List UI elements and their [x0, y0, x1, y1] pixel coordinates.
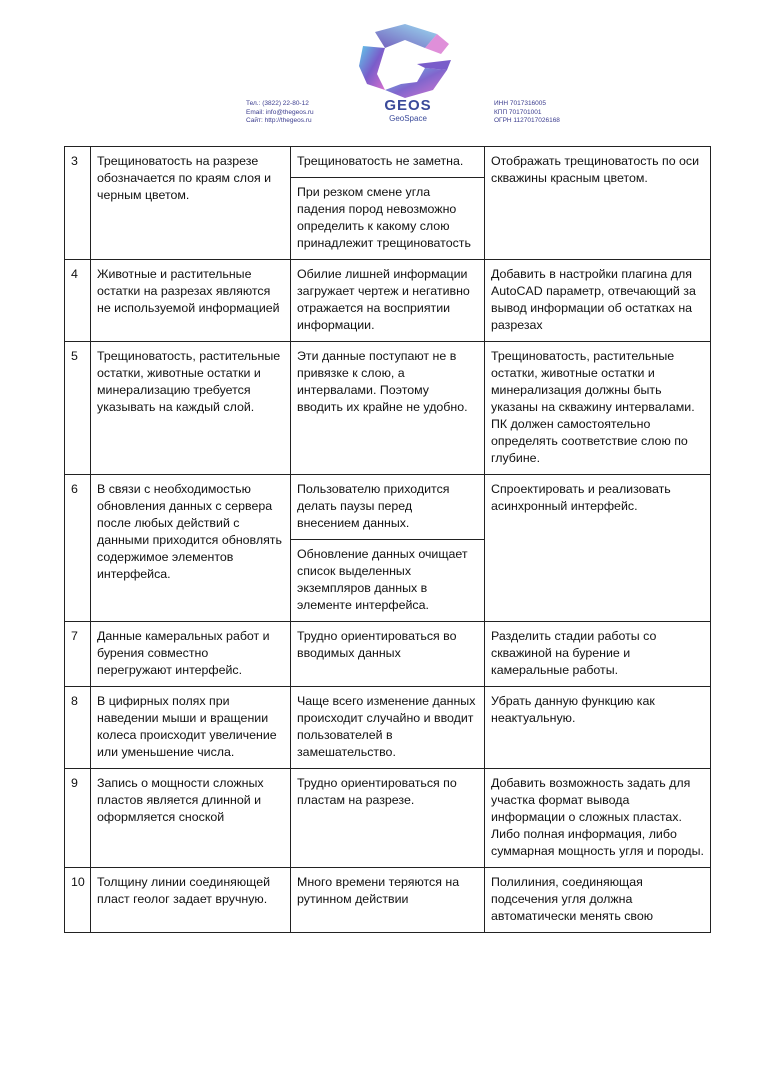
brand-subtitle: GeoSpace [389, 114, 427, 123]
row-number: 3 [65, 147, 91, 260]
phone: Тел.: (3822) 22-80-12 [246, 100, 309, 107]
solution-cell: Спроектировать и реализовать асинхронный интерфейс. [485, 475, 711, 622]
solution-cell: Добавить в настройки плагина для AutoCAD параметр, отвечающий за вывод информации об остатках на разрезах [485, 260, 711, 342]
reason-cell: Много времени теряются на рутинном действии [291, 868, 485, 933]
row-number: 4 [65, 260, 91, 342]
reason-cell: Обновление данных очищает список выделенных экземпляров данных в элементе интерфейса. [291, 540, 485, 622]
reason-cell: При резком смене угла падения пород невозможно определить к какому слою принадлежит трещиноватость [291, 178, 485, 260]
solution-cell: Убрать данную функцию как неактуальную. [485, 687, 711, 769]
issues-table [64, 146, 711, 933]
table-row [65, 868, 711, 933]
solution-cell: Добавить возможность задать для участка формат вывода информации о сложных пластах. Либо полная информация, либо суммарная мощность угля и породы. [485, 769, 711, 868]
problem-cell: Данные камеральных работ и бурения совместно перегружают интерфейс. [91, 622, 291, 687]
row-number: 5 [65, 342, 91, 475]
row-number: 10 [65, 868, 91, 933]
table-row [65, 260, 711, 342]
website: Сайт: http://thegeos.ru [246, 117, 312, 124]
problem-cell: Трещиноватость на разрезе обозначается по краям слоя и черным цветом. [91, 147, 291, 260]
reason-cell: Обилие лишней информации загружает чертеж и негативно отражается на восприятии информации. [291, 260, 485, 342]
reason-cell: Трудно ориентироваться во вводимых данных [291, 622, 485, 687]
row-number: 9 [65, 769, 91, 868]
solution-cell: Трещиноватость, растительные остатки, животные остатки и минерализация должны быть указаны на скважину интервалами. ПК должен самостоятельно определять соответствие слою по глубине. [485, 342, 711, 475]
row-number: 6 [65, 475, 91, 622]
problem-cell: В связи с необходимостью обновления данных с сервера после любых действий с данными приходится обновлять содержимое элементов интерфейса. [91, 475, 291, 622]
table-row [65, 687, 711, 769]
email: Email: info@thegeos.ru [246, 108, 314, 116]
problem-cell: Толщину линии соединяющей пласт геолог задает вручную. [91, 868, 291, 933]
letterhead [0, 0, 764, 140]
reason-cell: Чаще всего изменение данных происходит случайно и вводит пользователей в замешательство. [291, 687, 485, 769]
table-row [65, 475, 711, 540]
table-row [65, 147, 711, 178]
contact-info [246, 100, 314, 126]
solution-cell: Полилиния, соединяющая подсечения угля должна автоматически менять свою [485, 868, 711, 933]
reason-cell: Эти данные поступают не в привязке к слою, а интервалами. Поэтому вводить их крайне не удобно. [291, 342, 485, 475]
ogrn: ОГРН 1127017026168 [494, 117, 560, 124]
inn: ИНН 7017316005 [494, 100, 547, 107]
solution-cell: Разделить стадии работы со скважиной на бурение и камеральные работы. [485, 622, 711, 687]
reason-cell: Трудно ориентироваться по пластам на разрезе. [291, 769, 485, 868]
kpp: КПП 701701001 [494, 108, 542, 116]
problem-cell: Трещиноватость, растительные остатки, животные остатки и минерализацию требуется указывать на каждый слой. [91, 342, 291, 475]
table-row [65, 769, 711, 868]
problem-cell: Запись о мощности сложных пластов является длинной и оформляется сноской [91, 769, 291, 868]
solution-cell: Отображать трещиноватость по оси скважины красным цветом. [485, 147, 711, 260]
row-number: 8 [65, 687, 91, 769]
table-row [65, 342, 711, 475]
reason-cell: Пользователю приходится делать паузы перед внесением данных. [291, 475, 485, 540]
problem-cell: В цифирных полях при наведении мыши и вращении колеса происходит увеличение или уменьшение числа. [91, 687, 291, 769]
reason-cell: Трещиноватость не заметна. [291, 147, 485, 178]
brand-name: GEOS [384, 97, 432, 114]
company-requisites [494, 100, 560, 126]
table-row [65, 622, 711, 687]
problem-cell: Животные и растительные остатки на разрезах являются не используемой информацией [91, 260, 291, 342]
row-number: 7 [65, 622, 91, 687]
